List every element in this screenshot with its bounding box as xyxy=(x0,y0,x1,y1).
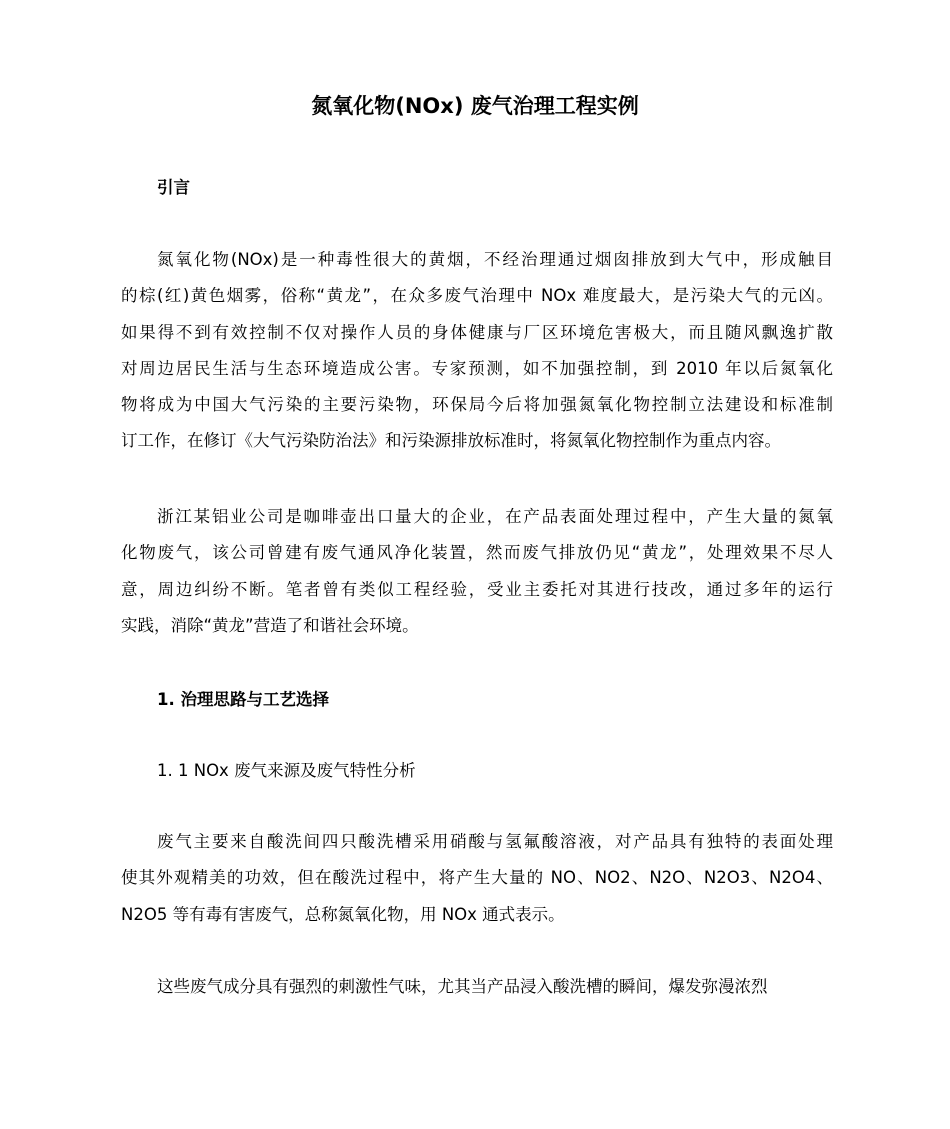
paragraph-section-1-1-a xyxy=(121,824,833,933)
document-title: 氮氧化物(NOx) 废气治理工程实例 xyxy=(311,94,639,118)
paragraph-section-1-1-b xyxy=(121,969,833,1005)
paragraph-line: 物将成为中国大气污染的主要污染物，环保局今后将加强氮氧化物控制立法建设和标准制 xyxy=(121,395,833,415)
paragraph-line: 订工作，在修订《大气污染防治法》和污染源排放标准时，将氮氧化物控制作为重点内容。 xyxy=(121,431,781,451)
paragraph-line: 浙江某铝业公司是咖啡壶出口量大的企业，在产品表面处理过程中，产生大量的氮氧 xyxy=(157,507,833,526)
paragraph-line: 如果得不到有效控制不仅对操作人员的身体健康与厂区环境危害极大，而且随风飘逸扩散 xyxy=(121,322,833,342)
paragraph-line: 意，周边纠纷不断。笔者曾有类似工程经验，受业主委托对其进行技改，通过多年的运行 xyxy=(121,579,833,599)
paragraph-line: 这些废气成分具有强烈的刺激性气味，尤其当产品浸入酸洗槽的瞬间，爆发弥漫浓烈 xyxy=(157,977,768,996)
paragraph-line: 的棕(红)黄色烟雾，俗称“黄龙”，在众多废气治理中 NOx 难度最大，是污染大气的元凶。 xyxy=(121,286,833,306)
paragraph-line: N2O5 等有毒有害废气，总称氮氧化物，用 NOx 通式表示。 xyxy=(121,904,565,924)
section-1-heading: 1. 治理思路与工艺选择 xyxy=(157,690,329,709)
paragraph-intro-2 xyxy=(121,499,833,644)
paragraph-line: 氮氧化物(NOx)是一种毒性很大的黄烟，不经治理通过烟囱排放到大气中，形成触目 xyxy=(157,250,833,269)
paragraph-line: 对周边居民生活与生态环境造成公害。专家预测，如不加强控制，到 2010 年以后氮氧化 xyxy=(121,358,833,378)
section-1-1-heading: 1. 1 NOx 废气来源及废气特性分析 xyxy=(157,761,416,780)
paragraph-line: 实践，消除“黄龙”营造了和谐社会环境。 xyxy=(121,615,419,635)
paragraph-line: 使其外观精美的功效，但在酸洗过程中，将产生大量的 NO、NO2、N2O、N2O3、N2O4、 xyxy=(121,868,833,888)
paragraph-line: 废气主要来自酸洗间四只酸洗槽采用硝酸与氢氟酸溶液，对产品具有独特的表面处理 xyxy=(157,832,833,851)
paragraph-line: 化物废气，该公司曾建有废气通风净化装置，然而废气排放仍见“黄龙”，处理效果不尽人 xyxy=(121,543,833,563)
paragraph-intro-1 xyxy=(121,242,833,460)
intro-heading: 引言 xyxy=(157,178,190,197)
